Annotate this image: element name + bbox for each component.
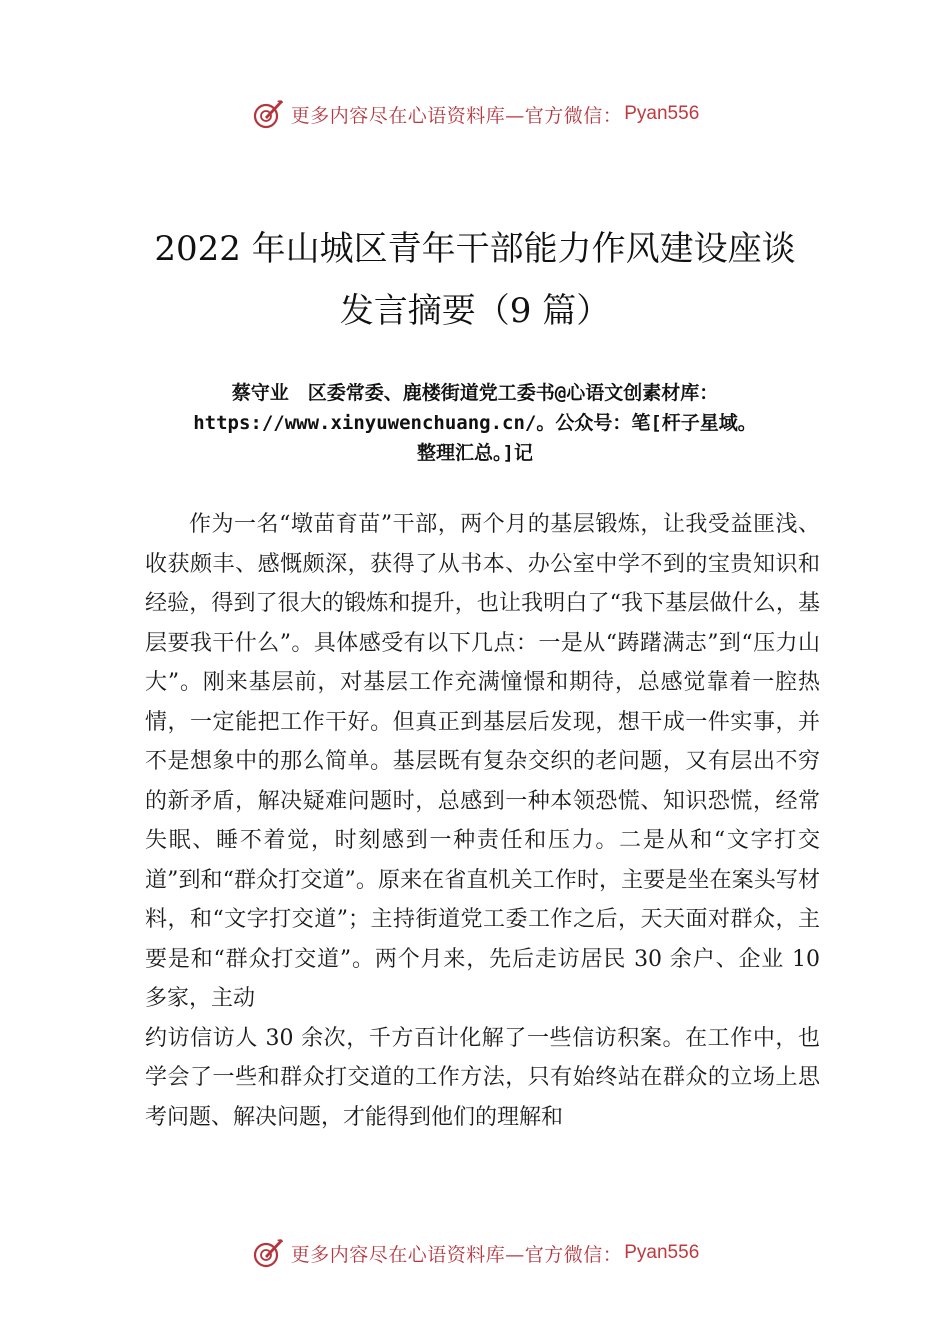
footer-banner xyxy=(0,1233,950,1273)
author-byline xyxy=(100,378,850,468)
title-line-1: 2022 年山城区青年干部能力作风建设座谈 xyxy=(154,229,796,269)
document-body xyxy=(145,505,820,1137)
quill-logo-icon xyxy=(251,1236,285,1270)
banner-text: 更多内容尽在心语资料库—官方微信： xyxy=(290,104,623,127)
title-line-2: 发言摘要（9 篇） xyxy=(339,291,611,331)
wechat-id: Pyan556 xyxy=(624,103,700,124)
paragraph: 作为一名“墩苗育苗”干部，两个月的基层锻炼，让我受益匪浅、收获颇丰、感慨颇深，获得了从书本、办公室中学不到的宝贵知识和经验，得到了很大的锻炼和提升，也让我明白了“我下基层做什么，基层要我干什么”。具体感受有以下几点：一是从“踌躇满志”到“压力山大”。刚来基层前，对基层工作充满憧憬和期待，总感觉靠着一腔热情，一定能把工作干好。但真正到基层后发现，想干成一件实事，并不是想象中的那么简单。基层既有复杂交织的老问题，又有层出不穷的新矛盾，解决疑难问题时，总感到一种本领恐慌、知识恐慌，经常失眠、睡不着觉，时刻感到一种责任和压力。二是从和“文字打交道”到和“群众打交道”。原来在省直机关工作时，主要是坐在案头写材料，和“文字打交道”；主持街道党工委工作之后，天天面对群众，主要是和“群众打交道”。两个月来，先后走访居民 30 余户、企业 10 多家，主动 xyxy=(145,512,820,1011)
author-line-3: 整理汇总。]记 xyxy=(417,442,533,464)
wechat-id: Pyan556 xyxy=(624,1242,700,1263)
banner-text: 更多内容尽在心语资料库—官方微信： xyxy=(290,1243,623,1266)
author-line-2: https://www.xinyuwenchuang.cn/。公众号：笔[杆子星域。 xyxy=(193,412,757,434)
author-line-1: 蔡守业 区委常委、鹿楼街道党工委书@心语文创素材库： xyxy=(231,382,719,404)
quill-logo-icon xyxy=(251,97,285,131)
header-banner xyxy=(0,94,950,134)
paragraph: 约访信访人 30 余次，千方百计化解了一些信访积案。在工作中，也学会了一些和群众打交道的工作方法，只有始终站在群众的立场上思考问题、解决问题，才能得到他们的理解和 xyxy=(145,1025,820,1130)
document-title xyxy=(60,218,890,342)
